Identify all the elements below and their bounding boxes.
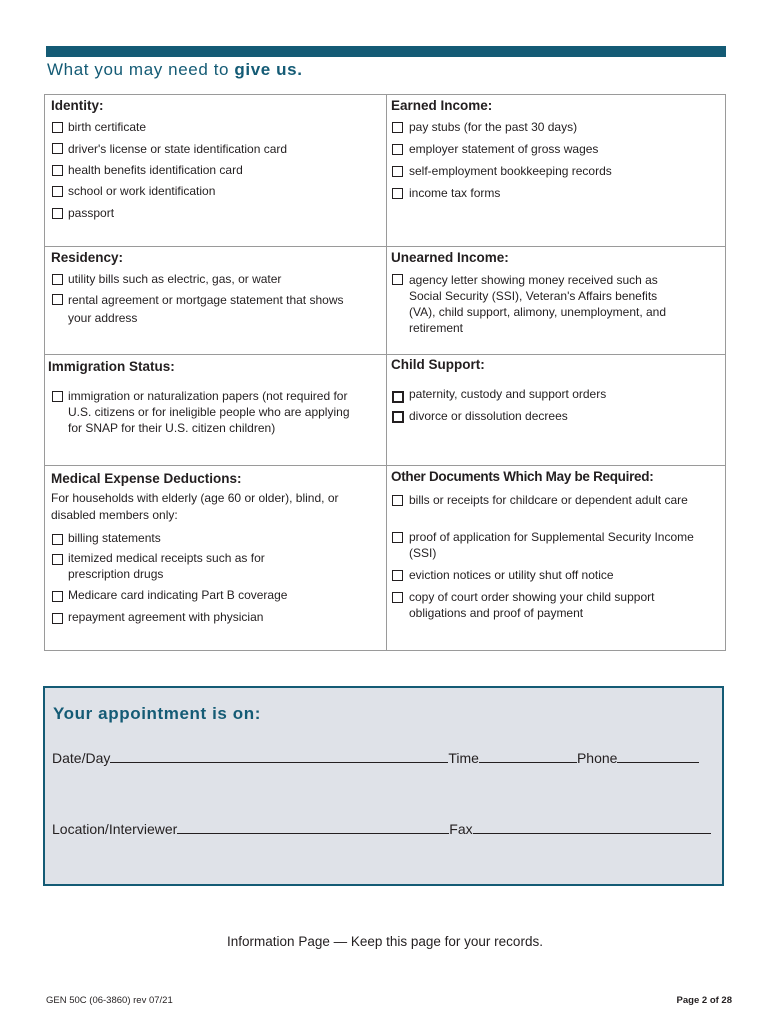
child-support-item: divorce or dissolution decrees	[409, 409, 568, 423]
identity-item: health benefits identification card	[68, 163, 243, 177]
medical-item: billing statements	[68, 531, 161, 545]
medical-item: Medicare card indicating Part B coverage	[68, 588, 288, 602]
other-documents-item: eviction notices or utility shut off notice	[409, 568, 614, 582]
checkbox[interactable]	[52, 143, 63, 154]
location-field[interactable]	[52, 821, 711, 837]
other-documents-item: bills or receipts for childcare or dependent adult care	[409, 493, 688, 507]
identity-heading: Identity:	[51, 98, 104, 113]
checkbox[interactable]	[52, 186, 63, 197]
checkbox[interactable]	[392, 188, 403, 199]
date-label: Date/Day	[52, 750, 111, 766]
checkbox[interactable]	[392, 570, 403, 581]
medical-item: repayment agreement with physician	[68, 610, 264, 624]
documents-table	[44, 94, 726, 651]
earned-income-item: income tax forms	[409, 186, 501, 200]
checkbox[interactable]	[52, 613, 63, 624]
checkbox[interactable]	[52, 534, 63, 545]
child-support-heading: Child Support:	[391, 357, 485, 372]
residency-item: rental agreement or mortgage statement that shows your address	[68, 293, 344, 325]
checkbox[interactable]	[392, 122, 403, 133]
checkbox[interactable]	[52, 274, 63, 285]
other-documents-item: proof of application for Supplemental Security Income (SSI)	[409, 530, 694, 560]
header-bar	[46, 46, 726, 57]
child-support-item: paternity, custody and support orders	[409, 387, 607, 401]
fax-label: Fax	[449, 821, 473, 837]
immigration-heading: Immigration Status:	[48, 359, 175, 374]
identity-item: driver's license or state identification card	[68, 142, 288, 156]
unearned-income-item: agency letter showing money received such as Social Security (SSI), Veteran's Affairs benefits (VA), child support, alimony, unemployment, and retirement	[409, 273, 667, 335]
immigration-item: immigration or naturalization papers (not required for U.S. citizens or for ineligible people who are applying for SNAP for their U.S. citizen children)	[68, 389, 350, 435]
date-input-line[interactable]	[110, 750, 448, 763]
information-note: Information Page — Keep this page for your records.	[227, 934, 543, 949]
residency-item: utility bills such as electric, gas, or water	[68, 272, 282, 286]
other-documents-item: copy of court order showing your child support obligations and proof of payment	[409, 590, 655, 620]
earned-income-item: self-employment bookkeeping records	[409, 164, 612, 178]
checkbox[interactable]	[52, 391, 63, 402]
page-number: Page 2 of 28	[676, 995, 732, 1006]
checkbox[interactable]	[52, 122, 63, 133]
earned-income-item: employer statement of gross wages	[409, 142, 599, 156]
fax-input-line[interactable]	[473, 821, 711, 834]
checkbox[interactable]	[52, 554, 63, 565]
form-id: GEN 50C (06-3860) rev 07/21	[46, 995, 173, 1006]
unearned-income-heading: Unearned Income:	[391, 250, 509, 265]
checkbox[interactable]	[392, 391, 404, 403]
location-label: Location/Interviewer	[52, 821, 178, 837]
medical-item: itemized medical receipts such as for prescription drugs	[68, 551, 265, 581]
checkbox[interactable]	[392, 592, 403, 603]
checkbox[interactable]	[392, 411, 404, 423]
other-documents-heading: Other Documents Which May be Required:	[391, 469, 654, 484]
phone-input-line[interactable]	[617, 750, 699, 763]
checkbox[interactable]	[52, 591, 63, 602]
page-title: What you may need to give us.	[47, 60, 303, 79]
checkbox[interactable]	[52, 165, 63, 176]
residency-heading: Residency:	[51, 250, 124, 265]
time-input-line[interactable]	[479, 750, 577, 763]
appointment-box	[43, 686, 724, 886]
earned-income-item: pay stubs (for the past 30 days)	[409, 120, 578, 134]
checkbox[interactable]	[392, 144, 403, 155]
checkbox[interactable]	[392, 166, 403, 177]
identity-item: school or work identification	[68, 184, 216, 198]
appointment-title: Your appointment is on:	[53, 704, 262, 723]
identity-item: passport	[68, 206, 115, 220]
checkbox[interactable]	[392, 532, 403, 543]
phone-label: Phone	[576, 750, 618, 766]
checkbox[interactable]	[52, 208, 63, 219]
location-input-line[interactable]	[177, 821, 449, 834]
medical-note: For households with elderly (age 60 or older), blind, or disabled members only:	[51, 491, 339, 522]
identity-item: birth certificate	[68, 120, 147, 134]
checkbox[interactable]	[392, 495, 403, 506]
date-field[interactable]	[52, 750, 699, 766]
checkbox[interactable]	[52, 294, 63, 305]
earned-income-heading: Earned Income:	[391, 98, 493, 113]
medical-heading: Medical Expense Deductions:	[51, 471, 242, 486]
checkbox[interactable]	[392, 274, 403, 285]
time-label: Time	[448, 750, 479, 766]
